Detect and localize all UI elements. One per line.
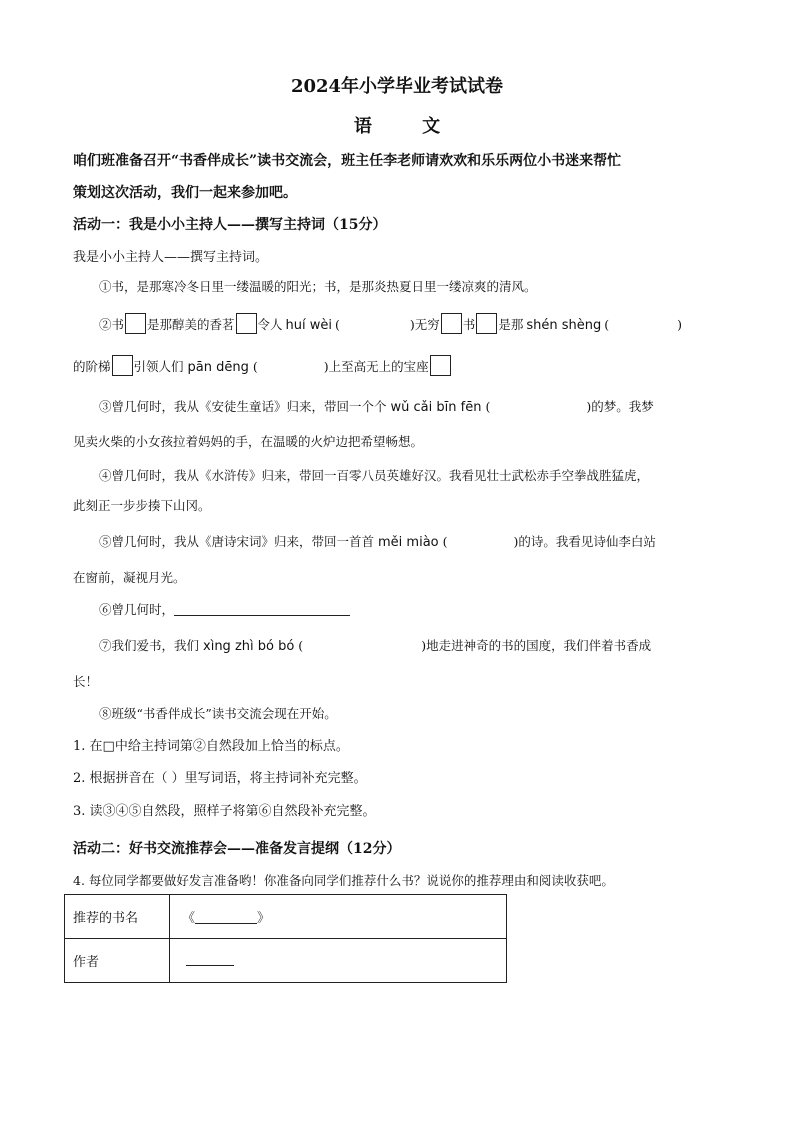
p2-text-3: 令人 <box>257 317 283 332</box>
p3-text-1: ③曾几何时，我从《安徒生童话》归来，带回一个个 <box>99 399 387 414</box>
paragraph-1: ①书，是那寒冷冬日里一缕温暖的阳光；书，是那炎热夏日里一缕凉爽的清风。 <box>99 279 537 294</box>
fill-in-line-p6[interactable] <box>174 615 350 616</box>
paragraph-5-line-1 <box>99 532 656 550</box>
activity1-lead: 我是小小主持人——撰写主持词。 <box>73 250 269 265</box>
punctuation-box-1[interactable] <box>125 313 146 334</box>
p2-text-4: )无穷 <box>409 317 440 332</box>
pinyin-shen-sheng: shén shèng <box>526 318 602 333</box>
question-4: 4. 每位同学都要做好发言准备哟！你准备向同学们推荐什么书？说说你的推荐理由和阅读收获吧。 <box>73 873 614 888</box>
intro-line-2: 策划这次活动，我们一起来参加吧。 <box>73 185 297 201</box>
p2-text-9: )上至高无上的宝座 <box>323 359 429 374</box>
pinyin-xing-zhi-bo-bo: xìng zhì bó bó <box>203 639 295 654</box>
p7-text-1: ⑦我们爱书，我们 <box>99 638 200 653</box>
p5-paren-open: ( <box>442 534 448 549</box>
question-3: 3. 读③④⑤自然段，照样子将第⑥自然段补充完整。 <box>73 804 376 819</box>
p2-paren-open-3: ( <box>252 359 258 374</box>
activity1-heading: 活动一：我是小小主持人——撰写主持词（15分） <box>73 217 387 233</box>
question-1: 1. 在□中给主持词第②自然段加上恰当的标点。 <box>73 739 349 754</box>
book-title-input-line[interactable] <box>195 923 257 924</box>
pinyin-mei-miao: měi miào <box>378 535 439 550</box>
subject-title: 语 文 <box>353 116 463 137</box>
table-label-book-title: 推荐的书名 <box>65 895 170 939</box>
punctuation-box-4[interactable] <box>476 313 497 334</box>
p2-paren-open-1: ( <box>335 317 340 332</box>
p2-text-8: 引领人们 <box>133 359 184 374</box>
punctuation-box-5[interactable] <box>112 355 133 376</box>
paragraph-7-line-2: 长！ <box>73 674 99 689</box>
author-input-line[interactable] <box>186 965 234 966</box>
punctuation-box-6[interactable] <box>430 355 451 376</box>
p2-text-7: 的阶梯 <box>73 359 111 374</box>
punctuation-box-3[interactable] <box>441 313 462 334</box>
p7-paren-open: ( <box>298 638 304 653</box>
paragraph-8: ⑧班级“书香伴成长”读书交流会现在开始。 <box>99 706 337 721</box>
pinyin-hui-wei: huí wèi <box>285 318 333 333</box>
paragraph-7-line-1 <box>99 636 651 654</box>
book-title-close-quote: 》 <box>257 911 271 926</box>
p2-paren-open-2: ( <box>604 317 610 332</box>
p2-text-1: ②书 <box>99 317 125 332</box>
p2-paren-close-2: ) <box>677 317 682 332</box>
intro-line-1: 咱们班准备召开“书香伴成长”读书交流会，班主任李老师请欢欢和乐乐两位小书迷来帮忙 <box>73 153 622 169</box>
p5-text-1: ⑤曾几何时，我从《唐诗宋词》归来，带回一首首 <box>99 534 375 549</box>
pinyin-wu-cai-bin-fen: wǔ cǎi bīn fēn <box>390 400 482 415</box>
paragraph-3-line-2: 见卖火柴的小女孩拉着妈妈的手，在温暖的火炉边把希望畅想。 <box>73 434 424 449</box>
activity2-heading: 活动二：好书交流推荐会——准备发言提纲（12分） <box>73 841 401 857</box>
book-title-open-quote: 《 <box>182 911 196 926</box>
punctuation-box-2[interactable] <box>236 313 257 334</box>
paragraph-4-line-1: ④曾几何时，我从《水浒传》归来，带回一百零八员英雄好汉。我看见壮士武松赤手空拳战胜猛虎， <box>99 468 650 483</box>
table-row <box>65 895 507 939</box>
paragraph-4-line-2: 此刻正一步步揍下山冈。 <box>73 498 211 513</box>
p3-text-2: )的梦。我梦 <box>586 399 654 414</box>
question-2: 2. 根据拼音在（ ）里写词语，将主持词补充完整。 <box>73 771 367 786</box>
p7-text-2: )地走进神奇的书的国度，我们伴着书香成 <box>421 638 652 653</box>
p2-text-5: 书 <box>462 317 476 332</box>
table-cell-book-title <box>170 895 507 939</box>
paragraph-2-line-1 <box>99 313 682 334</box>
p5-text-2: )的诗。我看见诗仙李白站 <box>513 534 656 549</box>
table-cell-author <box>170 939 507 983</box>
exam-title: 2024年小学毕业考试试卷 <box>290 76 504 97</box>
pinyin-pan-deng: pān dēng <box>187 360 249 375</box>
p6-text: ⑥曾几何时， <box>99 602 175 617</box>
recommendation-table <box>64 894 507 983</box>
p3-paren-open: ( <box>485 399 491 414</box>
p2-text-2: 是那醇美的香茗 <box>147 317 235 332</box>
p2-text-6: 是那 <box>498 317 524 332</box>
table-label-author: 作者 <box>65 939 170 983</box>
paragraph-5-line-2: 在窗前，凝视月光。 <box>73 570 186 585</box>
paragraph-3-line-1 <box>99 397 654 415</box>
table-row <box>65 939 507 983</box>
paragraph-6 <box>99 600 350 618</box>
paragraph-2-line-2 <box>73 355 452 376</box>
